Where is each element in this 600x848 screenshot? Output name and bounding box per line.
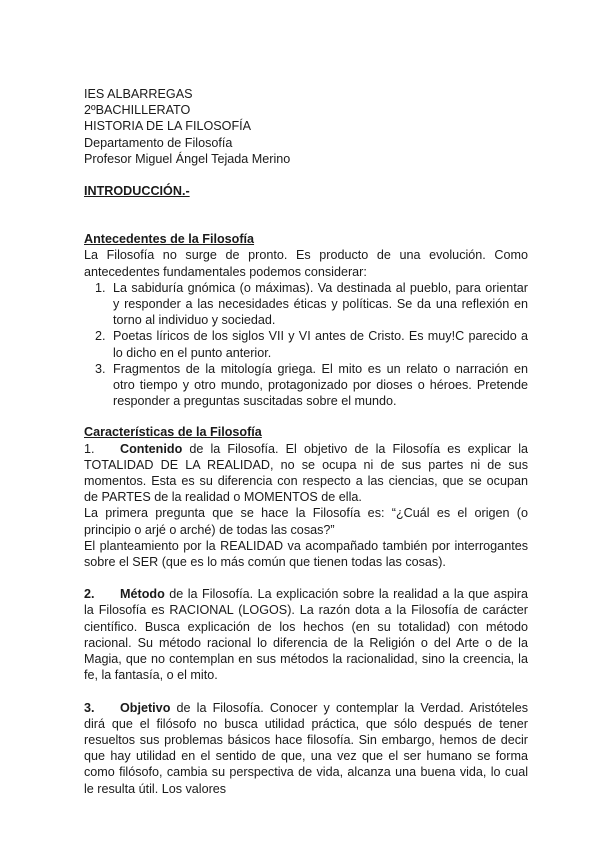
feature-paragraph (84, 586, 528, 683)
feature-contenido (84, 441, 528, 571)
feature-extra-paragraph: El planteamiento por la REALIDAD va acompañado también por interrogantes sobre el SER (que es lo más común que tienen todas las cosas). (84, 538, 528, 570)
intro-title: INTRODUCCIÓN.- (84, 184, 190, 199)
list-item: 3. Fragmentos de la mitología griega. El mito es un relato o narración en otro tiempo y otro mundo, protagonizado por dioses o héroes. Pretende responder a preguntas suscitadas sobre el mundo. (109, 361, 528, 410)
header-school: IES ALBARREGAS (84, 87, 193, 101)
header-teacher: Profesor Miguel Ángel Tejada Merino (84, 151, 291, 166)
feature-metodo (84, 586, 528, 683)
feature-objetivo (84, 700, 528, 797)
feature-text: de la Filosofía. Conocer y contemplar la Verdad. Aristóteles dirá que el filósofo no busca utilidad práctica, que sólo después de tener resueltos sus problemas básicos hace filosofía. Sin embargo, hemos de decir que hay utilidad en el sentido de que, una vez que el ser humano se forma como filósofo, cambia su perspectiva de vida, alcanza una buena vida, lo cual le resulta útil. Los valores (84, 700, 528, 796)
feature-name: Objetivo (120, 700, 171, 715)
list-item: 2. Poetas líricos de los siglos VII y VI antes de Cristo. Es muy!C parecido a lo dicho en el punto anterior. (109, 328, 528, 360)
feature-number: 1. (84, 441, 95, 456)
feature-text: de la Filosofía. La explicación sobre la realidad a la que aspira la Filosofía es RACIONAL (LOGOS). La razón dota a la Filosofía de carácter científico. Busca explicación de los hechos (en su totalidad) con método racional. Su método racional lo diferencia de la Religión o del Arte o de la Magia, que no contemplan en sus métodos la racionalidad, sino la creencia, la fe, la fantasía, o el mito. (84, 587, 528, 683)
header-course: 2ºBACHILLERATO (84, 103, 191, 118)
document-header (84, 86, 528, 167)
antecedentes-list (84, 280, 528, 410)
feature-paragraph (84, 441, 528, 506)
list-item: 1. La sabiduría gnómica (o máximas). Va destinada al pueblo, para orientar y responder a las necesidades éticas y políticas. Se da una reflexión en torno al individuo y sociedad. (109, 280, 528, 329)
feature-number: 3. (84, 700, 95, 715)
feature-name: Contenido (120, 441, 183, 456)
feature-name: Método (120, 587, 165, 602)
caracteristicas-title: Características de la Filosofía (84, 425, 262, 440)
feature-number: 2. (84, 587, 95, 602)
antecedentes-paragraph: La Filosofía no surge de pronto. Es producto de una evolución. Como antecedentes fundamentales podemos considerar: (84, 248, 528, 279)
header-subject: HISTORIA DE LA FILOSOFÍA (84, 119, 252, 134)
header-department: Departamento de Filosofía (84, 135, 233, 150)
feature-extra-paragraph: La primera pregunta que se hace la Filosofía es: “¿Cuál es el origen (o principio o arjé o arché) de todas las cosas?” (84, 506, 528, 537)
feature-paragraph (84, 700, 528, 797)
antecedentes-title: Antecedentes de la Filosofía (84, 232, 255, 247)
feature-text: de la Filosofía. El objetivo de la Filosofía es explicar la TOTALIDAD DE LA REALIDAD, no se ocupa ni de sus partes ni de sus momentos. Esta es su diferencia con respecto a las ciencias, que se ocupan de PARTES de la realidad o MOMENTOS de ella. (84, 441, 528, 505)
